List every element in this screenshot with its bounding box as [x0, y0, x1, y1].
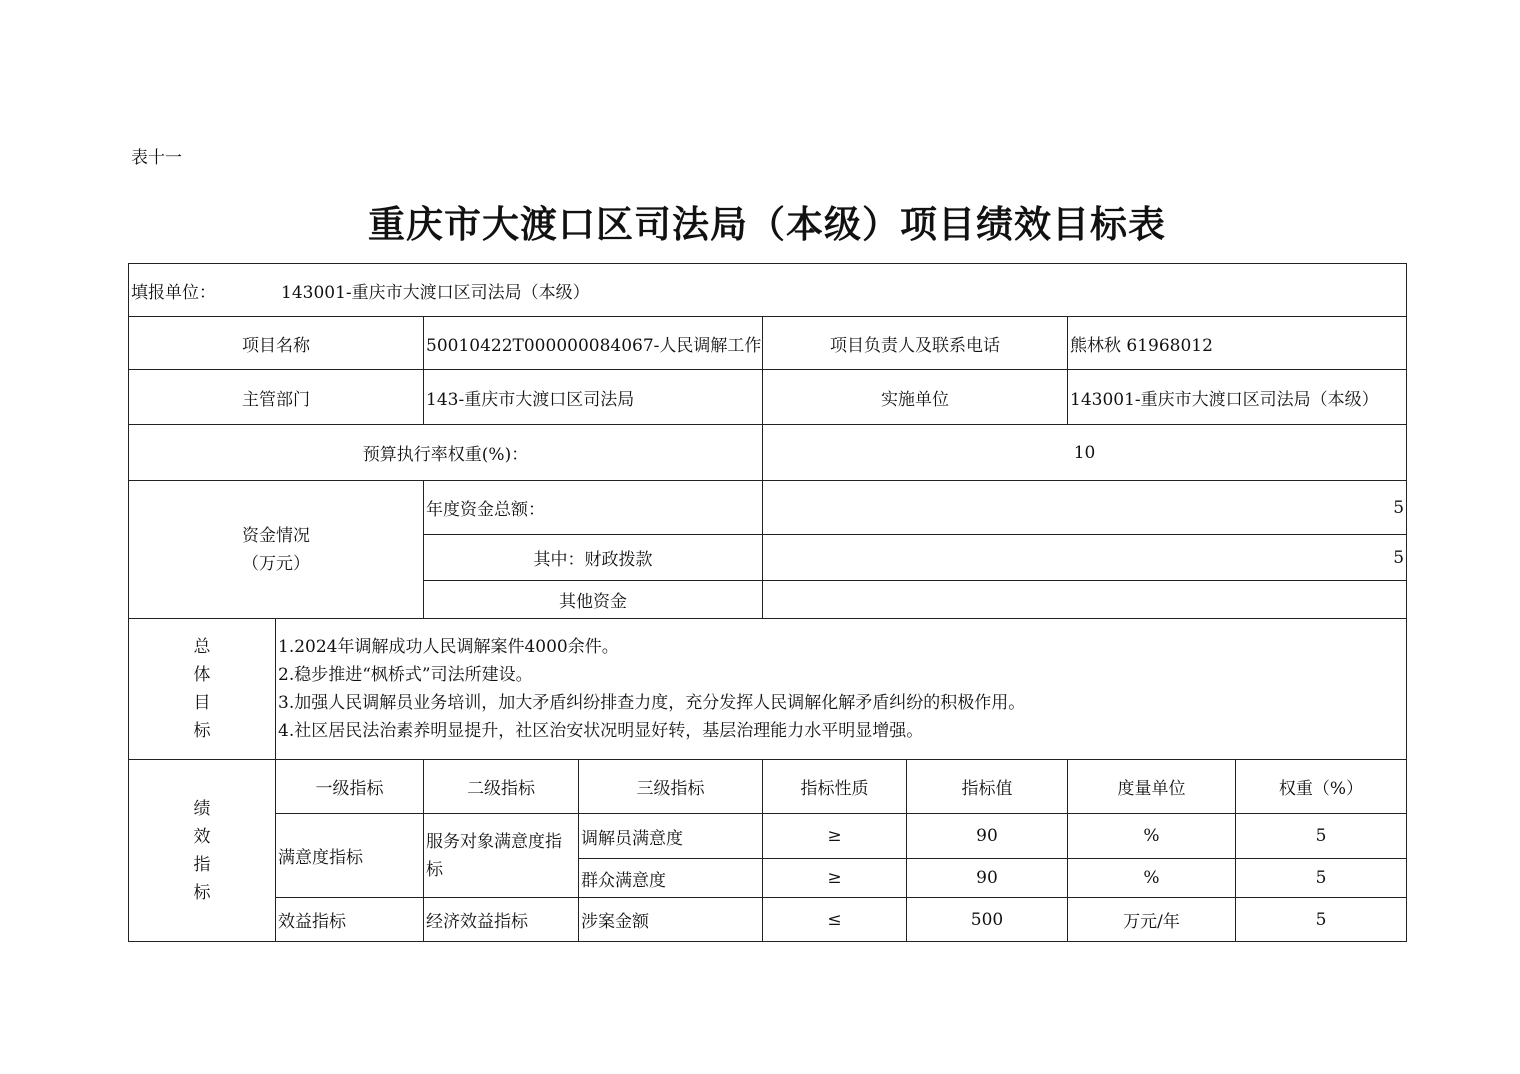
goal-item-4: 4.社区居民法治素养明显提升，社区治安状况明显好转，基层治理能力水平明显增强。 [278, 721, 924, 741]
department-label: 主管部门 [129, 370, 424, 425]
overall-goal-label [129, 619, 276, 760]
funds-fiscal-value: 5 [763, 535, 1407, 581]
table-row-unit: % [1068, 814, 1236, 859]
project-leader-label: 项目负责人及联系电话 [763, 317, 1068, 370]
funds-other-label: 其他资金 [424, 581, 763, 619]
overall-goal-char-2: 体 [193, 665, 211, 685]
funds-label-line2: （万元） [242, 553, 310, 574]
group2-level1: 效益指标 [276, 898, 424, 942]
table-row-weight: 5 [1236, 814, 1407, 859]
department-value: 143-重庆市大渡口区司法局 [424, 370, 763, 425]
group1-level2: 服务对象满意度指标 [424, 814, 579, 898]
budget-weight-label: 预算执行率权重(%)： [129, 425, 763, 481]
table-row-weight: 5 [1236, 898, 1407, 942]
funds-label [129, 481, 424, 619]
project-name-label: 项目名称 [129, 317, 424, 370]
header-weight: 权重（%） [1236, 760, 1407, 814]
indicator-char-1: 绩 [193, 798, 211, 819]
header-nature: 指标性质 [763, 760, 907, 814]
group2-level2: 经济效益指标 [424, 898, 579, 942]
performance-table [128, 263, 1407, 942]
header-value: 指标值 [907, 760, 1068, 814]
table-row-nature: ≥ [763, 814, 907, 859]
overall-goal-char-3: 目 [193, 693, 211, 713]
implementing-unit-value: 143001-重庆市大渡口区司法局（本级） [1068, 370, 1407, 425]
goal-item-2: 2.稳步推进“枫桥式”司法所建设。 [278, 665, 533, 685]
performance-indicator-label [129, 760, 276, 942]
table-row-weight: 5 [1236, 859, 1407, 898]
group1-level1: 满意度指标 [276, 814, 424, 898]
reporting-unit-row [129, 264, 1407, 317]
indicator-char-2: 效 [193, 826, 211, 847]
reporting-unit-label: 填报单位： [131, 282, 216, 303]
header-unit: 度量单位 [1068, 760, 1236, 814]
funds-label-line1: 资金情况 [242, 525, 310, 546]
page-title: 重庆市大渡口区司法局（本级）项目绩效目标表 [368, 202, 1166, 246]
table-row-level3: 涉案金额 [579, 898, 763, 942]
table-row-nature: ≤ [763, 898, 907, 942]
funds-other-value [763, 581, 1407, 619]
indicator-char-3: 指 [193, 854, 211, 875]
table-row-nature: ≥ [763, 859, 907, 898]
funds-total-label: 年度资金总额： [424, 481, 763, 535]
table-row-unit: % [1068, 859, 1236, 898]
header-level2: 二级指标 [424, 760, 579, 814]
goal-item-3: 3.加强人民调解员业务培训，加大矛盾纠纷排查力度，充分发挥人民调解化解矛盾纠纷的积极作用。 [278, 693, 1026, 713]
overall-goal-char-1: 总 [193, 637, 211, 657]
funds-fiscal-label: 其中：财政拨款 [424, 535, 763, 581]
table-row-level3: 群众满意度 [579, 859, 763, 898]
indicator-char-4: 标 [193, 882, 211, 903]
table-number: 表十一 [131, 148, 182, 168]
project-leader-value: 熊林秋 61968012 [1068, 317, 1407, 370]
table-row-unit: 万元/年 [1068, 898, 1236, 942]
overall-goal-content [276, 619, 1407, 760]
project-name-value: 50010422T000000084067-人民调解工作 [424, 317, 763, 370]
funds-total-value: 5 [763, 481, 1407, 535]
table-row-value: 500 [907, 898, 1068, 942]
reporting-unit-value: 143001-重庆市大渡口区司法局（本级） [281, 282, 590, 303]
table-row-value: 90 [907, 814, 1068, 859]
header-level1: 一级指标 [276, 760, 424, 814]
header-level3: 三级指标 [579, 760, 763, 814]
table-row-value: 90 [907, 859, 1068, 898]
table-row-level3: 调解员满意度 [579, 814, 763, 859]
implementing-unit-label: 实施单位 [763, 370, 1068, 425]
overall-goal-char-4: 标 [193, 721, 211, 741]
goal-item-1: 1.2024年调解成功人民调解案件4000余件。 [278, 637, 619, 657]
budget-weight-value: 10 [763, 425, 1407, 481]
